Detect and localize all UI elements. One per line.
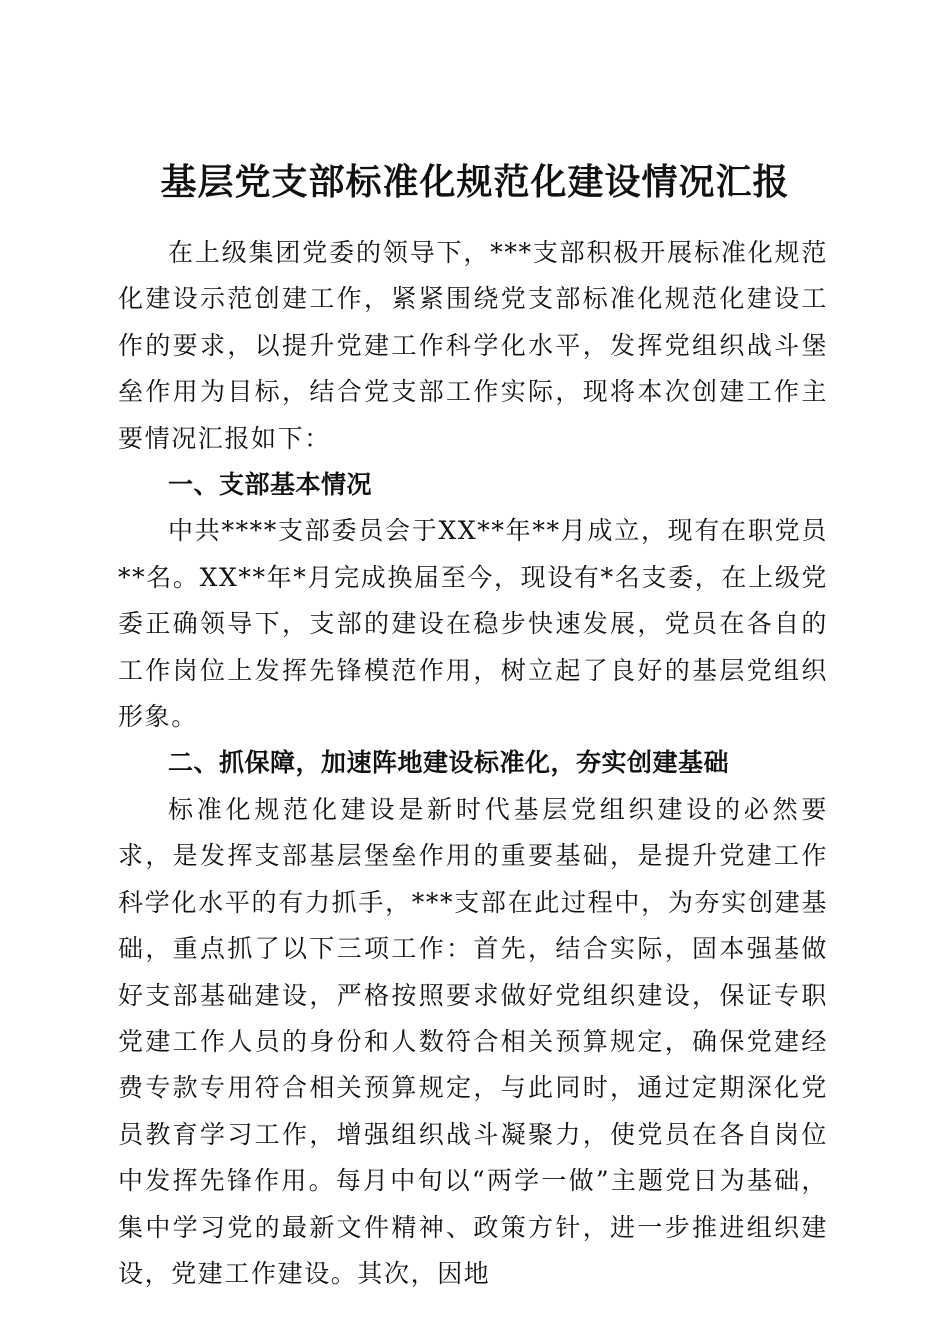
section-paragraph-guarantee: 标准化规范化建设是新时代基层党组织建设的必然要求，是发挥支部基层堡垒作用的重要基础，是提升党建工作科学化水平的有力抓手，***支部在此过程中，为夯实创建基础，重点抓了以下三项工作：首先，结合实际，固本强基做好支部基础建设，严格按照要求做好党组织建设，保证专职党建工作人员的身份和人数符合相关预算规定，确保党建经费专款专用符合相关预算规定，与此同时，通过定期深化党员教育学习工作，增强组织战斗凝聚力，使党员在各自岗位中发挥先锋作用。每月中旬以“两学一做”主题党日为基础，集中学习党的最新文件精神、政策方针，进一步推进组织建设，党建工作建设。其次，因地: [118, 794, 828, 1288]
document-title: 基层党支部标准化规范化建设情况汇报: [160, 161, 790, 204]
section-heading-guarantee: 二、抓保障，加速阵地建设标准化，夯实创建基础: [168, 748, 730, 778]
section-paragraph-basic-info: 中共****支部委员会于XX**年**月成立，现有在职党员**名。XX**年*月完成换届至今，现设有*名支委，在上级党委正确领导下，支部的建设在稳步快速发展，党员在各自的工作岗位上发挥先锋模范作用，树立起了良好的基层党组织形象。: [118, 516, 828, 732]
section-heading-basic-info: 一、支部基本情况: [168, 470, 373, 500]
intro-paragraph: 在上级集团党委的领导下，***支部积极开展标准化规范化建设示范创建工作，紧紧围绕党支部标准化规范化建设工作的要求，以提升党建工作科学化水平，发挥党组织战斗堡垒作用为目标，结合党支部工作实际，现将本次创建工作主要情况汇报如下：: [118, 238, 828, 453]
document-body: [118, 230, 828, 1297]
